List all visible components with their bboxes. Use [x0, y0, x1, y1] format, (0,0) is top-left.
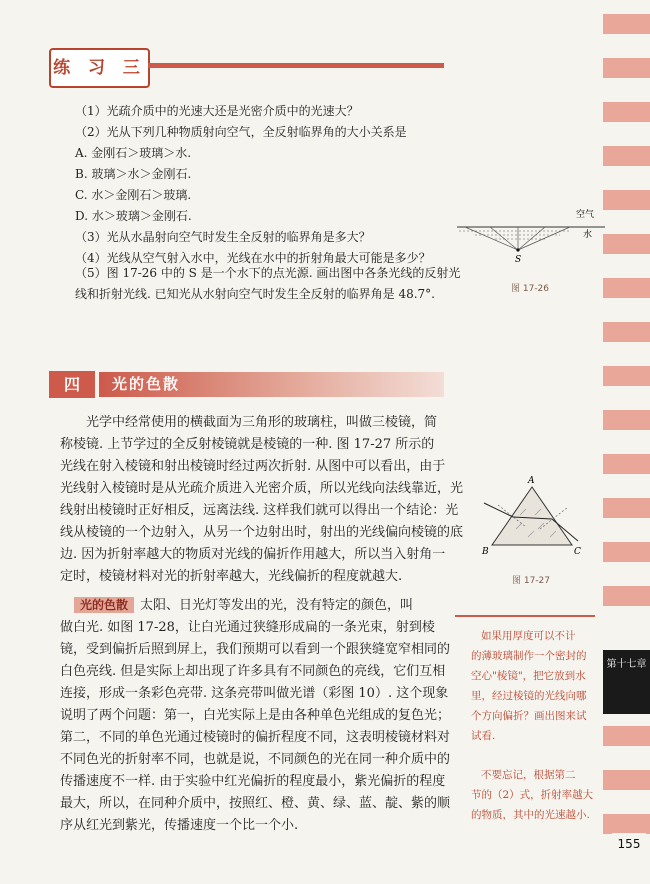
side-note-line: 如果用厚度可以不计 — [481, 630, 576, 642]
paragraph-line: 光线射入棱镜时是从光疏介质进入光密介质，所以光线向法线靠近，光 — [60, 481, 464, 496]
exercise-header: 练 习 三 — [49, 48, 150, 88]
paragraph-line: 线从棱镜的一个边射入，从另一个边射出时，射出的光线偏向棱镜的底 — [60, 525, 464, 540]
side-note-line: 里，经过棱镜的光线向哪 — [471, 690, 587, 702]
side-note-line: 的物质，其中的光速越小. — [471, 809, 590, 821]
water-surface-diagram — [455, 205, 605, 265]
paragraph-line: 光线在射入棱镜和射出棱镜时经过两次折射. 从图中可以看出，由于 — [60, 459, 446, 474]
paragraph-line: 镜，受到偏折后照到屏上，我们预期可以看到一个跟狭缝宽窄相同的 — [60, 642, 451, 657]
paragraph-line: 线射出棱镜时正好相反，远离法线. 这样我们就可以得出一个结论：光 — [60, 503, 459, 518]
prism-diagram — [480, 475, 590, 565]
exercise-question: （4）光线从空气射入水中，光线在水中的折射角最大可能是多少？ — [75, 251, 431, 265]
side-note-line: 节的（2）式，折射率越大 — [471, 789, 594, 801]
margin-stripe-column — [603, 0, 650, 884]
air-label: 空气 — [576, 210, 595, 220]
exercise-question: （1）光疏介质中的光速大还是光密介质中的光速大？ — [75, 104, 359, 118]
side-note-line: 不要忘记，根据第二 — [481, 769, 576, 781]
exercise-header-rule — [148, 63, 444, 68]
term-highlight: 光的色散 — [74, 597, 134, 613]
dispersion-paragraph — [60, 594, 470, 837]
figure-17-26 — [455, 205, 605, 294]
margin-stripe — [603, 586, 650, 606]
paragraph-line: 最大，所以，在同种介质中，按照红、橙、黄、绿、蓝、靛、紫的顺 — [60, 796, 451, 811]
margin-stripe — [603, 278, 650, 298]
exercise-question-line: 线和折射光线. 已知光从水射向空气时发生全反射的临界角是 48.7°. — [75, 287, 435, 301]
paragraph-line: 连接，形成一条彩色亮带. 这条亮带叫做光谱（彩图 10）. 这个现象 — [60, 686, 449, 701]
section-number: 四 — [49, 371, 95, 398]
margin-stripe — [603, 322, 650, 342]
exercise-question: （3）光从水晶射向空气时发生全反射的临界角是多大？ — [75, 230, 371, 244]
figure-caption: 图 17-26 — [511, 284, 550, 294]
margin-stripe — [603, 410, 650, 430]
vertex-b-label: B — [482, 547, 489, 557]
page-number: 155 — [612, 833, 646, 855]
exercise-option: B. 玻璃＞水＞金刚石. — [75, 167, 192, 181]
exercise-question-list — [75, 101, 450, 269]
paragraph-line: 称棱镜. 上节学过的全反射棱镜就是棱镜的一种. 图 17-27 所示的 — [60, 437, 435, 452]
margin-stripe — [603, 366, 650, 386]
margin-stripe — [603, 190, 650, 210]
margin-stripe — [603, 14, 650, 34]
exercise-question-5 — [75, 263, 465, 305]
margin-stripe — [603, 146, 650, 166]
section-title: 光的色散 — [112, 375, 181, 393]
side-note-question — [471, 626, 599, 746]
paragraph-line: 边. 因为折射率越大的物质对光线的偏折作用越大，所以当入射角一 — [60, 547, 446, 562]
paragraph-line: 第二，不同的单色光通过棱镜时的偏折程度不同，这表明棱镜材料对 — [60, 730, 451, 745]
exercise-option: D. 水＞玻璃＞金刚石. — [75, 209, 192, 223]
margin-stripe — [603, 234, 650, 254]
water-label: 水 — [583, 230, 593, 240]
paragraph-line: 做白光. 如图 17-28，让白光通过狭缝形成扁的一条光束，射到棱 — [60, 620, 435, 635]
margin-stripe — [603, 102, 650, 122]
paragraph-line: 说明了两个问题：第一，白光实际上是由各种单色光组成的复色光； — [60, 708, 451, 723]
chapter-tab: 第十七章 — [603, 650, 650, 714]
side-note-rule — [455, 615, 595, 617]
exercise-option: C. 水＞金刚石＞玻璃. — [75, 188, 192, 202]
side-note-reminder — [471, 765, 599, 825]
margin-stripe — [603, 726, 650, 746]
paragraph-line: 光学中经常使用的横截面为三角形的玻璃柱，叫做三棱镜，简 — [86, 415, 438, 430]
paragraph-line: 传播速度不一样. 由于实验中红光偏折的程度最小，紫光偏折的程度 — [60, 774, 446, 789]
margin-stripe — [603, 454, 650, 474]
paragraph-line: 不同色光的折射率不同，也就是说，不同颜色的光在同一种介质中的 — [60, 752, 451, 767]
side-note-line: 个方向偏折？画出图来试 — [471, 710, 587, 722]
vertex-c-label: C — [574, 547, 581, 557]
paragraph-line: 白色亮线. 但是实际上却出现了许多具有不同颜色的亮线，它们互相 — [60, 664, 446, 679]
margin-stripe — [603, 814, 650, 834]
paragraph-line: 太阳、日光灯等发出的光，没有特定的颜色，叫 — [140, 598, 414, 613]
exercise-question-line: （5）图 17-26 中的 S 是一个水下的点光源. 画出图中各条光线的反射光 — [75, 266, 461, 280]
margin-stripe — [603, 542, 650, 562]
paragraph-line: 序从红光到紫光，传播速度一个比一个小. — [60, 818, 299, 833]
margin-stripe — [603, 498, 650, 518]
exercise-option: A. 金刚石＞玻璃＞水. — [75, 146, 192, 160]
side-note-line: 试看. — [471, 730, 496, 742]
side-note-line: 空心"棱镜"，把它放到水 — [471, 670, 586, 682]
vertex-a-label: A — [528, 476, 535, 486]
paragraph-line: 定时，棱镜材料对光的折射率越大，光线偏折的程度就越大. — [60, 569, 403, 584]
exercise-question: （2）光从下列几种物质射向空气，全反射临界角的大小关系是 — [75, 125, 407, 139]
source-label: S — [515, 255, 522, 265]
prism-paragraph — [60, 412, 464, 588]
figure-caption: 图 17-27 — [512, 576, 551, 586]
margin-stripe — [603, 58, 650, 78]
margin-stripe — [603, 770, 650, 790]
side-note-line: 的薄玻璃制作一个密封的 — [471, 650, 587, 662]
figure-17-27 — [480, 475, 590, 586]
